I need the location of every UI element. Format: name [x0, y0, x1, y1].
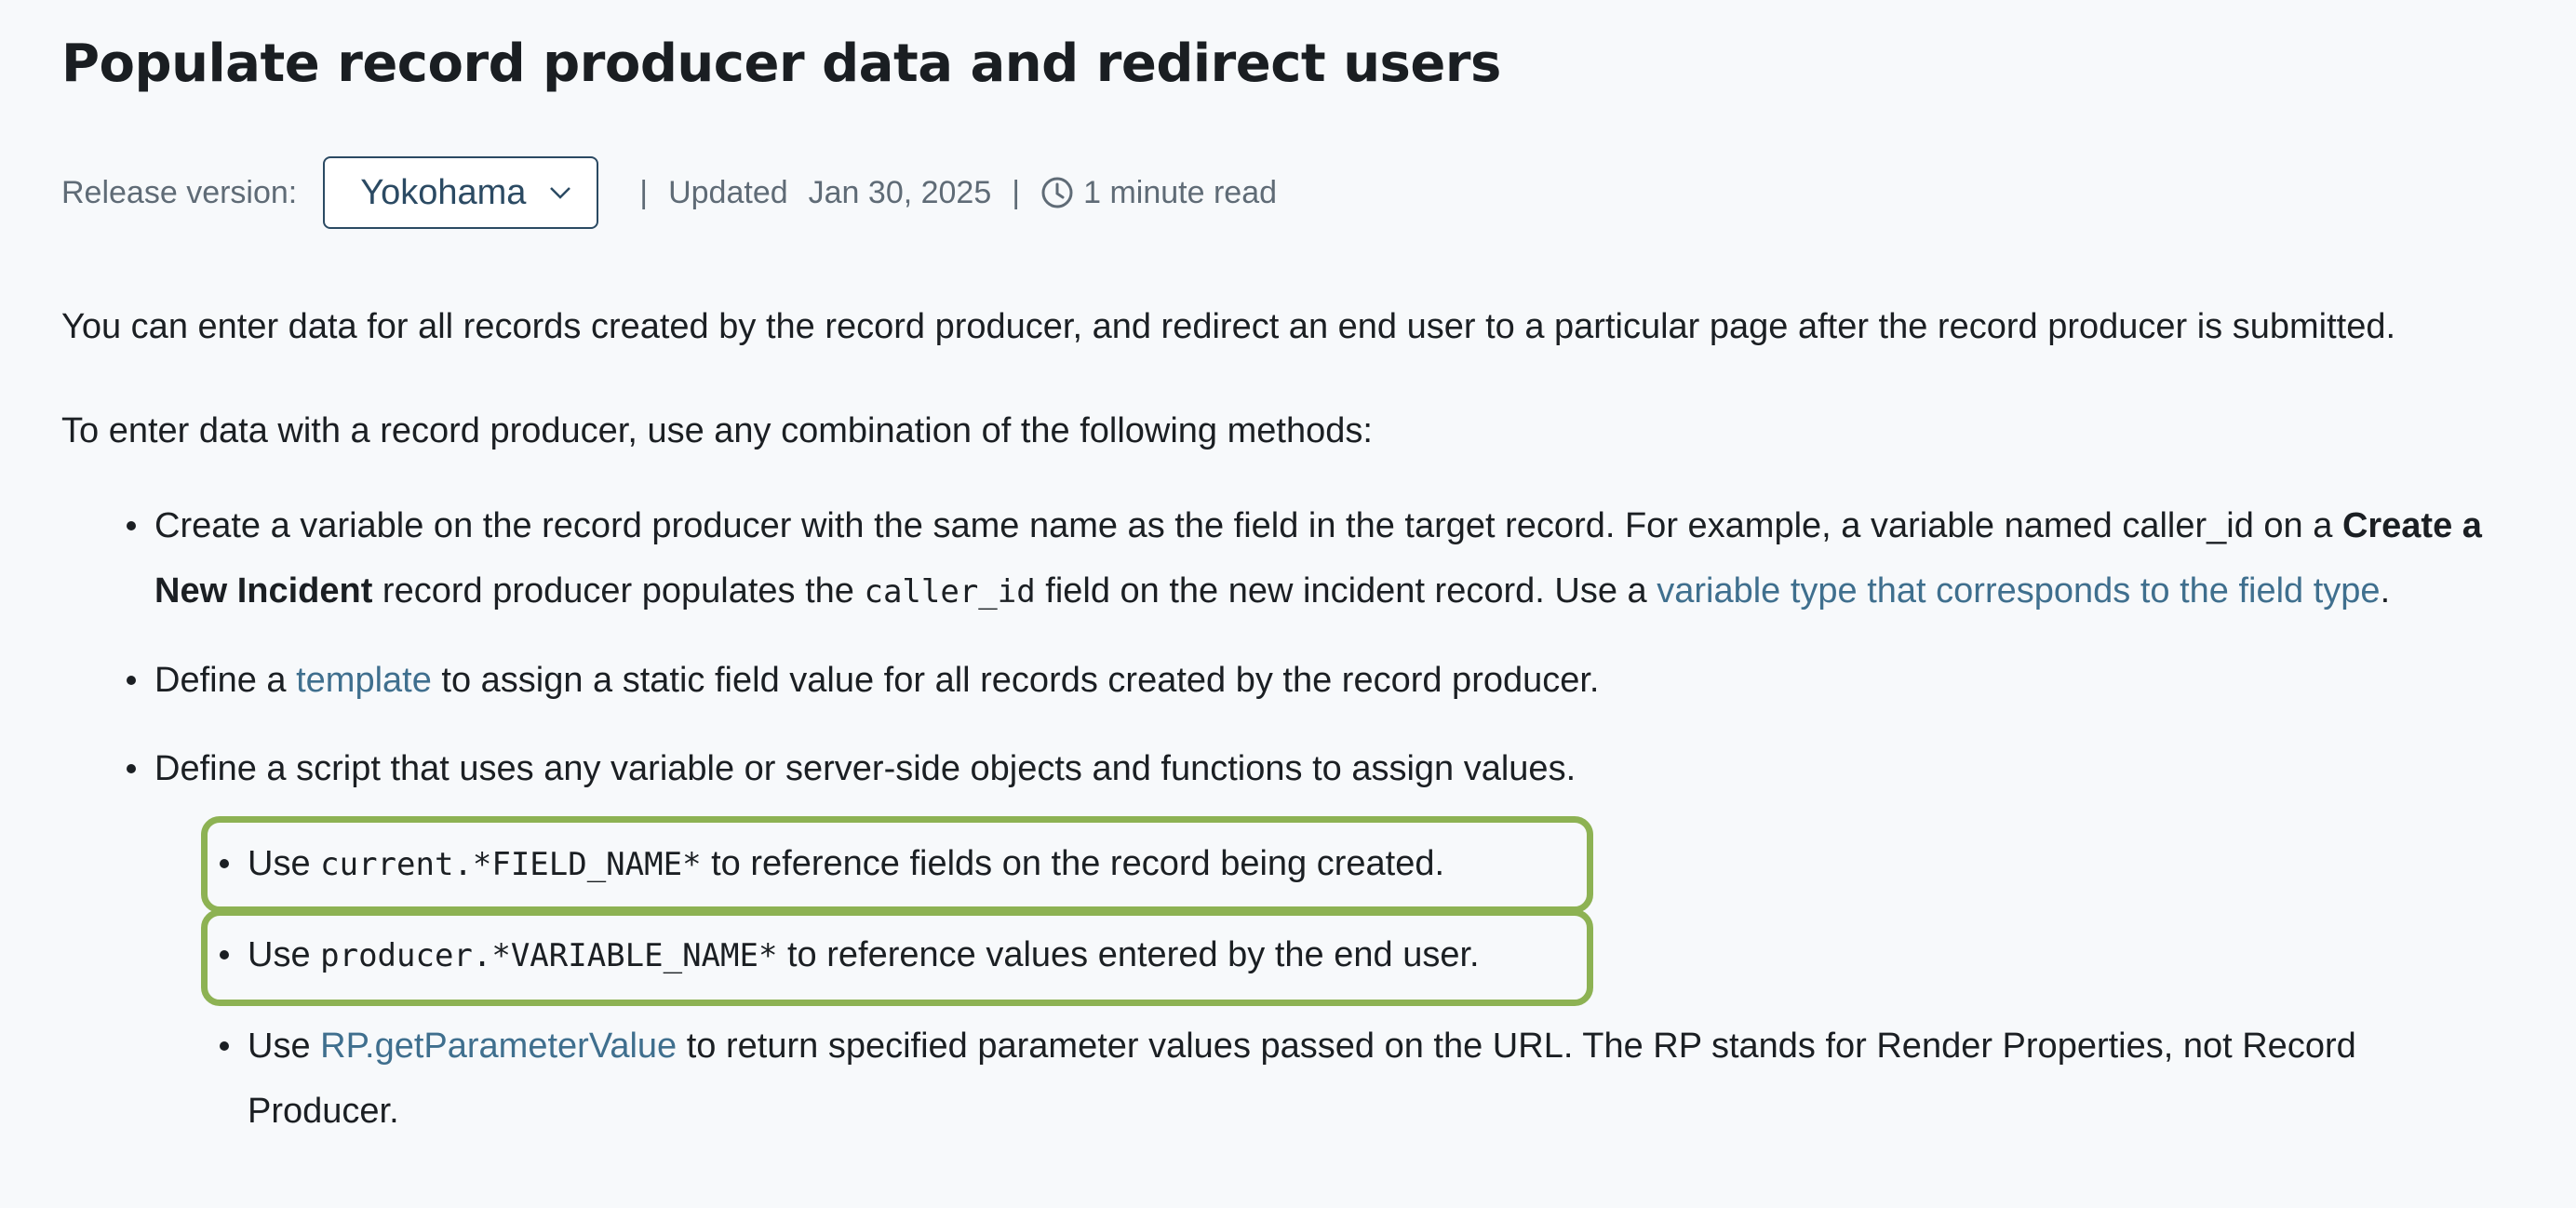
read-time: 1 minute read [1083, 174, 1278, 210]
list-item-text: Use [248, 844, 321, 883]
rp-getparametervalue-link[interactable]: RP.getParameterValue [320, 1027, 678, 1066]
list-item-script-method [154, 736, 1576, 801]
list-item-text: Producer. [248, 1092, 399, 1131]
list-item-text: Create a variable on the record producer with the same name as the field in the target record. For example, a variable named caller_id on a [154, 506, 2342, 545]
list-item-text: record producer populates the [372, 571, 865, 611]
highlight-box-current [201, 816, 1593, 913]
list-item-line [154, 493, 2482, 558]
updated-date: Jan 30, 2025 [808, 174, 992, 210]
inline-code: producer.*VARIABLE_NAME* [320, 937, 778, 974]
list-item-variable-method [154, 493, 2482, 624]
page-title: Populate record producer data and redirect users [61, 34, 1501, 94]
list-item-line [248, 1079, 2356, 1144]
sub-list-item-rp [248, 1013, 2356, 1144]
meta-separator: | [1012, 174, 1021, 210]
inline-code: current.*FIELD_NAME* [320, 846, 702, 883]
bold-text: New Incident [154, 571, 373, 611]
methods-intro-paragraph: To enter data with a record producer, use any combination of the following methods: [61, 411, 1373, 450]
list-item-text: Define a script that uses any variable or server-side objects and functions to assign values. [154, 749, 1576, 788]
list-item-text: to return specified parameter values passed on the URL. The RP stands for Render Properties, not Record [677, 1027, 2356, 1066]
release-version-label: Release version: [61, 174, 298, 210]
article-meta [61, 156, 1277, 229]
list-item-text: . [2380, 571, 2391, 611]
intro-paragraph: You can enter data for all records created by the record producer, and redirect an end user to a particular page after the record producer is submitted. [61, 307, 2396, 346]
template-link[interactable]: template [296, 661, 432, 700]
bold-text: Create a [2341, 506, 2482, 545]
release-version-select[interactable] [323, 156, 598, 229]
list-item-line [154, 558, 2482, 624]
inline-code: caller_id [864, 573, 1036, 611]
list-item-template-method [154, 648, 1600, 713]
list-item-text: to assign a static field value for all records created by the record producer. [431, 661, 1600, 700]
highlight-box-producer [201, 909, 1593, 1006]
list-item-text: Use [248, 935, 321, 974]
release-version-value: Yokohama [360, 172, 527, 212]
variable-type-link[interactable]: variable type that corresponds to the field type [1657, 571, 2381, 611]
meta-separator: | [639, 174, 649, 210]
list-item-text: to reference fields on the record being created. [701, 844, 1445, 883]
chevron-down-icon [548, 185, 572, 200]
list-item-line [248, 1013, 2356, 1079]
updated-label: Updated [668, 174, 788, 210]
clock-icon [1040, 176, 1074, 209]
list-item-text: field on the new incident record. Use a [1035, 571, 1657, 611]
list-item-text: Use [248, 1027, 321, 1066]
list-item-text: Define a [154, 661, 297, 700]
list-item-text: to reference values entered by the end user. [777, 935, 1480, 974]
